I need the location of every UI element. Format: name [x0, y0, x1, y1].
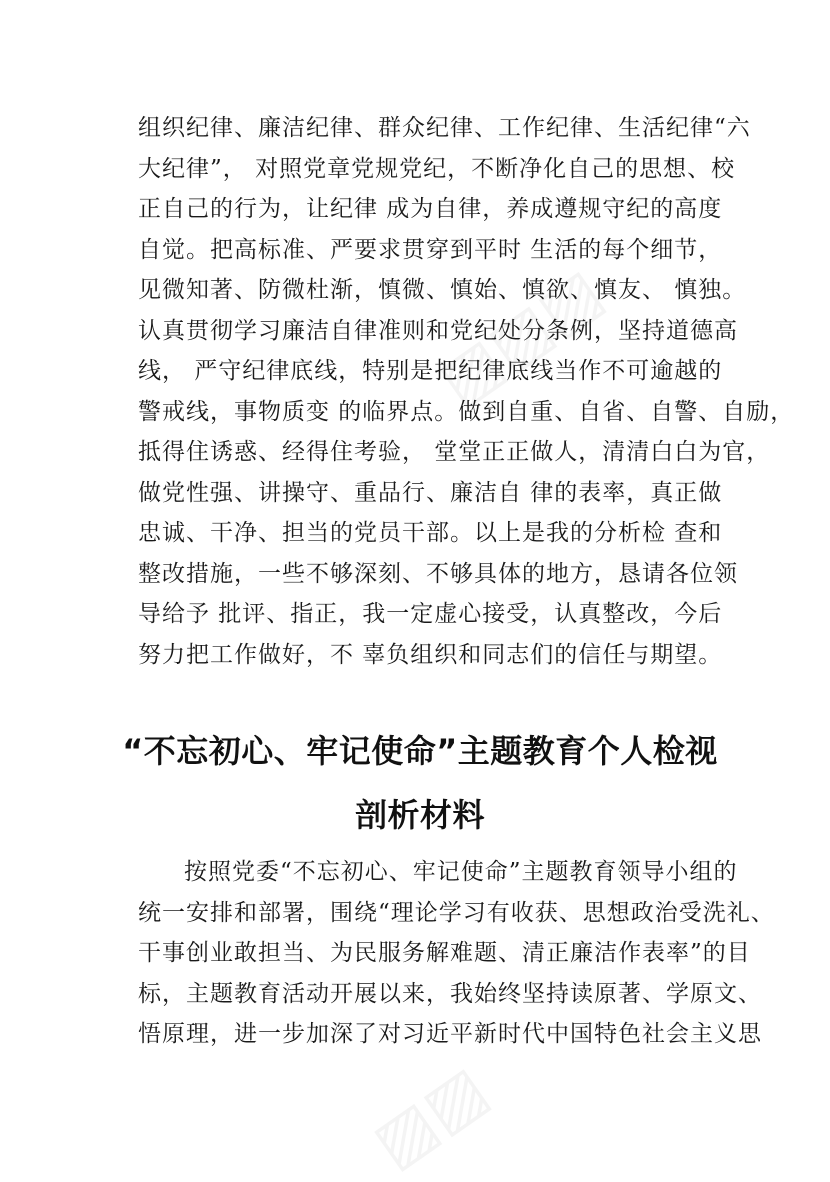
text-line: 努力把工作做好，不 辜负组织和同志们的信任与期望。: [138, 641, 723, 668]
text-line: 统一安排和部署，围绕“理论学习有收获、思想政治受洗礼、: [138, 899, 775, 926]
watermark: [360, 1052, 502, 1182]
body-paragraph-top: [138, 108, 795, 675]
text-line: 自觉。把高标准、严要求贯穿到平时 生活的每个细节，: [138, 236, 723, 263]
text-line: 认真贯彻学习廉洁自律准则和党纪处分条例，坚持道德高: [138, 317, 738, 344]
text-line: 整改措施，一些不够深刻、不够具体的地方，恳请各位领: [138, 560, 738, 587]
document-title-line-2: 剖析材料: [354, 796, 485, 834]
text-line: 组织纪律、廉洁纪律、群众纪律、工作纪律、生活纪律“六: [138, 115, 751, 141]
text-line: 警戒线，事物质变 的临界点。做到自重、自省、自警、自励，: [138, 398, 795, 425]
document-title-line-1: “不忘初心、牢记使命”主题教育个人检视: [122, 732, 718, 770]
text-line: 正自己的行为，让纪律 成为自律，养成遵规守纪的高度: [138, 196, 723, 222]
text-line: 悟原理，进一步加深了对习近平新时代中国特色社会主义思: [138, 1021, 762, 1047]
text-line: 见微知著、防微杜渐，慎微、慎始、慎欲、慎友、 慎独。: [138, 277, 747, 303]
text-line: 忠诚、干净、担当的党员干部。以上是我的分析检 查和: [138, 520, 723, 546]
text-line: 导给予 批评、指正，我一定虚心接受，认真整改，今后: [138, 601, 723, 627]
text-line: 抵得住诱惑、经得住考验， 堂堂正正做人，清清白白为官，: [138, 439, 771, 465]
text-line: 按照党委“不忘初心、牢记使命”主题教育领导小组的: [184, 859, 738, 885]
text-line: 干事创业敢担当、为民服务解难题、清正廉洁作表率”的目: [138, 940, 751, 966]
text-line: 做党性强、讲操守、重品行、廉洁自 律的表率，真正做: [138, 479, 723, 506]
body-paragraph-bottom: [138, 852, 775, 1055]
text-line: 标，主题教育活动开展以来，我始终坚持读原著、学原文、: [138, 980, 762, 1007]
text-line: 大纪律”， 对照党章党规党纪，不断净化自己的思想、校: [138, 155, 736, 182]
text-line: 线， 严守纪律底线，特别是把纪律底线当作不可逾越的: [138, 358, 723, 384]
